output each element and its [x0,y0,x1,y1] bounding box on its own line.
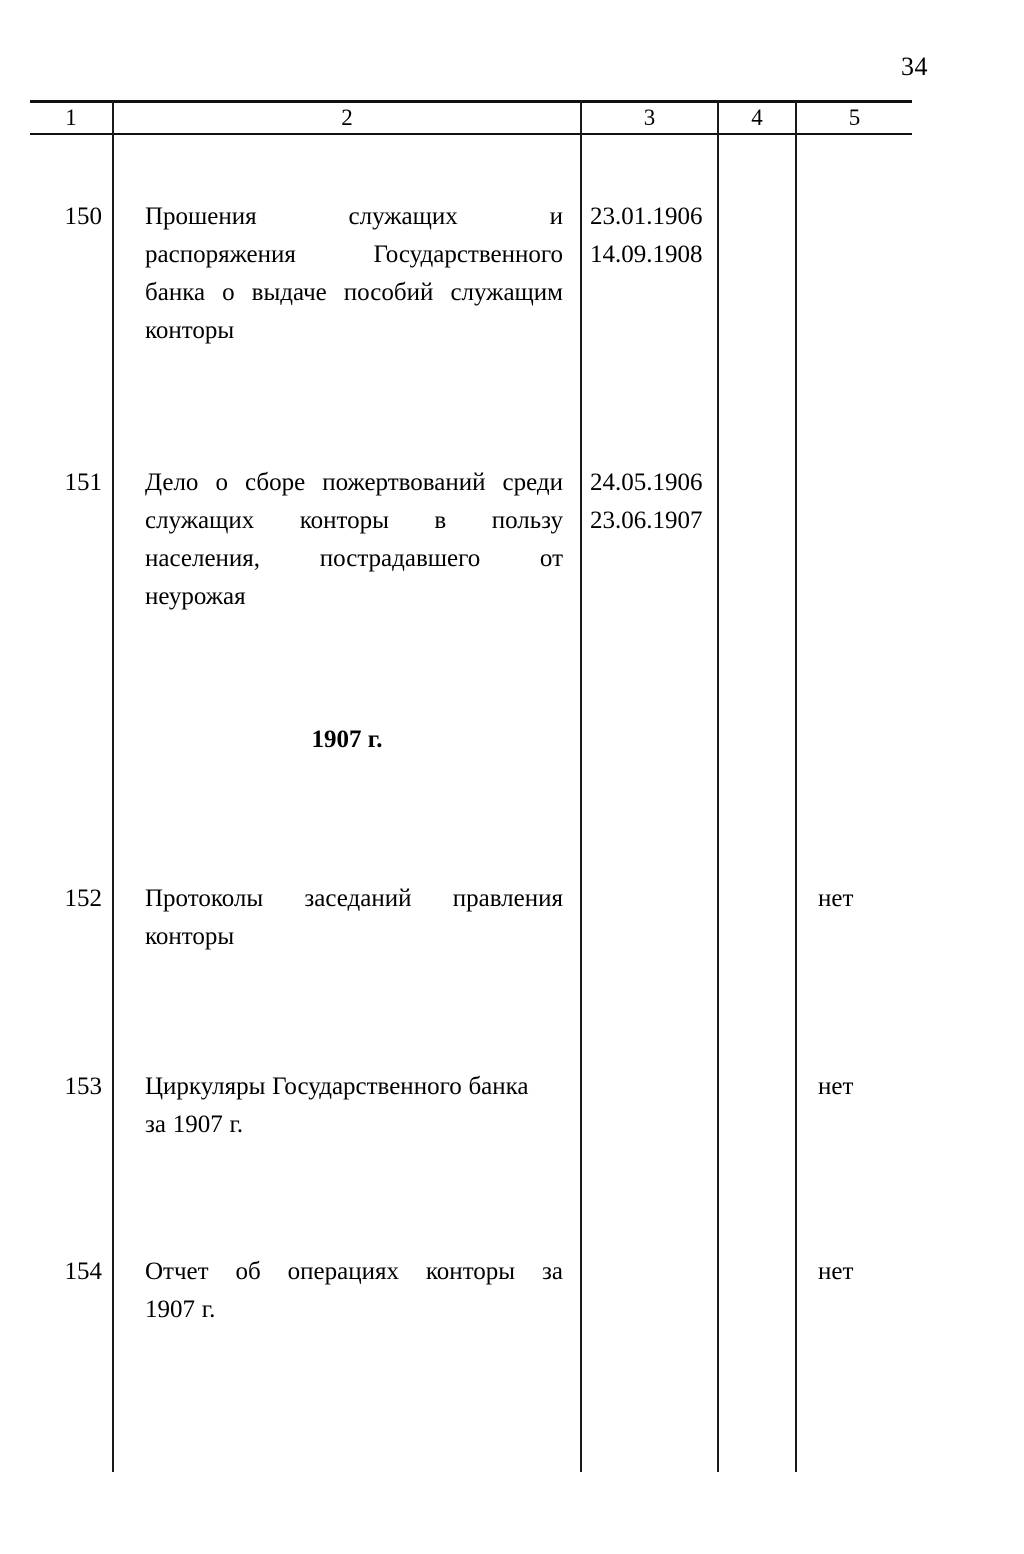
column-header-1: 1 [65,105,77,130]
row-title [145,1068,563,1144]
row-dates [590,464,715,540]
row-title-line: Протоколы заседаний правления [145,885,563,912]
row-date-end: 14.09.1908 [590,241,703,268]
row-note: нет [818,1073,854,1100]
row-title-line: населения, пострадавшего от [145,545,563,572]
row-date-start: 23.01.1906 [590,203,703,230]
row-title [145,198,563,350]
column-header-5: 5 [848,105,861,130]
row-date-start: 24.05.1906 [590,469,703,496]
column-header-2: 2 [341,105,353,130]
column-divider-4-5 [795,100,797,1472]
row-title-line: за 1907 г. [145,1111,244,1138]
column-divider-3-4 [717,100,719,1472]
row-title-line: Дело о сборе пожертвований среди [145,469,563,496]
row-note: нет [818,885,854,912]
row-dates [590,198,715,274]
row-title-line: служащих конторы в пользу [145,507,563,534]
row-title [145,880,563,956]
row-title-line: 1907 г. [145,1296,216,1323]
row-date-end: 23.06.1907 [590,507,703,534]
row-title-line: банка о выдаче пособий служащим [145,279,563,306]
row-number: 152 [64,885,102,912]
row-number: 154 [64,1258,102,1285]
row-title [145,1253,563,1329]
column-divider-1-2 [112,100,114,1472]
row-number: 150 [64,203,102,230]
page-number: 34 [901,52,928,81]
row-title-line: распоряжения Государственного [145,241,563,268]
row-title [145,464,563,616]
table-header-bottom-rule [30,133,912,135]
column-header-3: 3 [643,105,656,130]
row-title-line: неурожая [145,583,246,610]
section-heading-year: 1907 г. [311,726,383,753]
row-title-line: Циркуляры Государственного банка [145,1073,529,1100]
row-number: 151 [64,469,102,496]
row-note: нет [818,1258,854,1285]
row-number: 153 [64,1073,102,1100]
row-title-line: Прошения служащих и [145,203,563,230]
row-title-line: конторы [145,317,235,344]
row-title-line: Отчет об операциях конторы за [145,1258,563,1285]
column-divider-2-3 [580,100,582,1472]
row-title-line: конторы [145,923,235,950]
column-header-4: 4 [751,105,763,130]
